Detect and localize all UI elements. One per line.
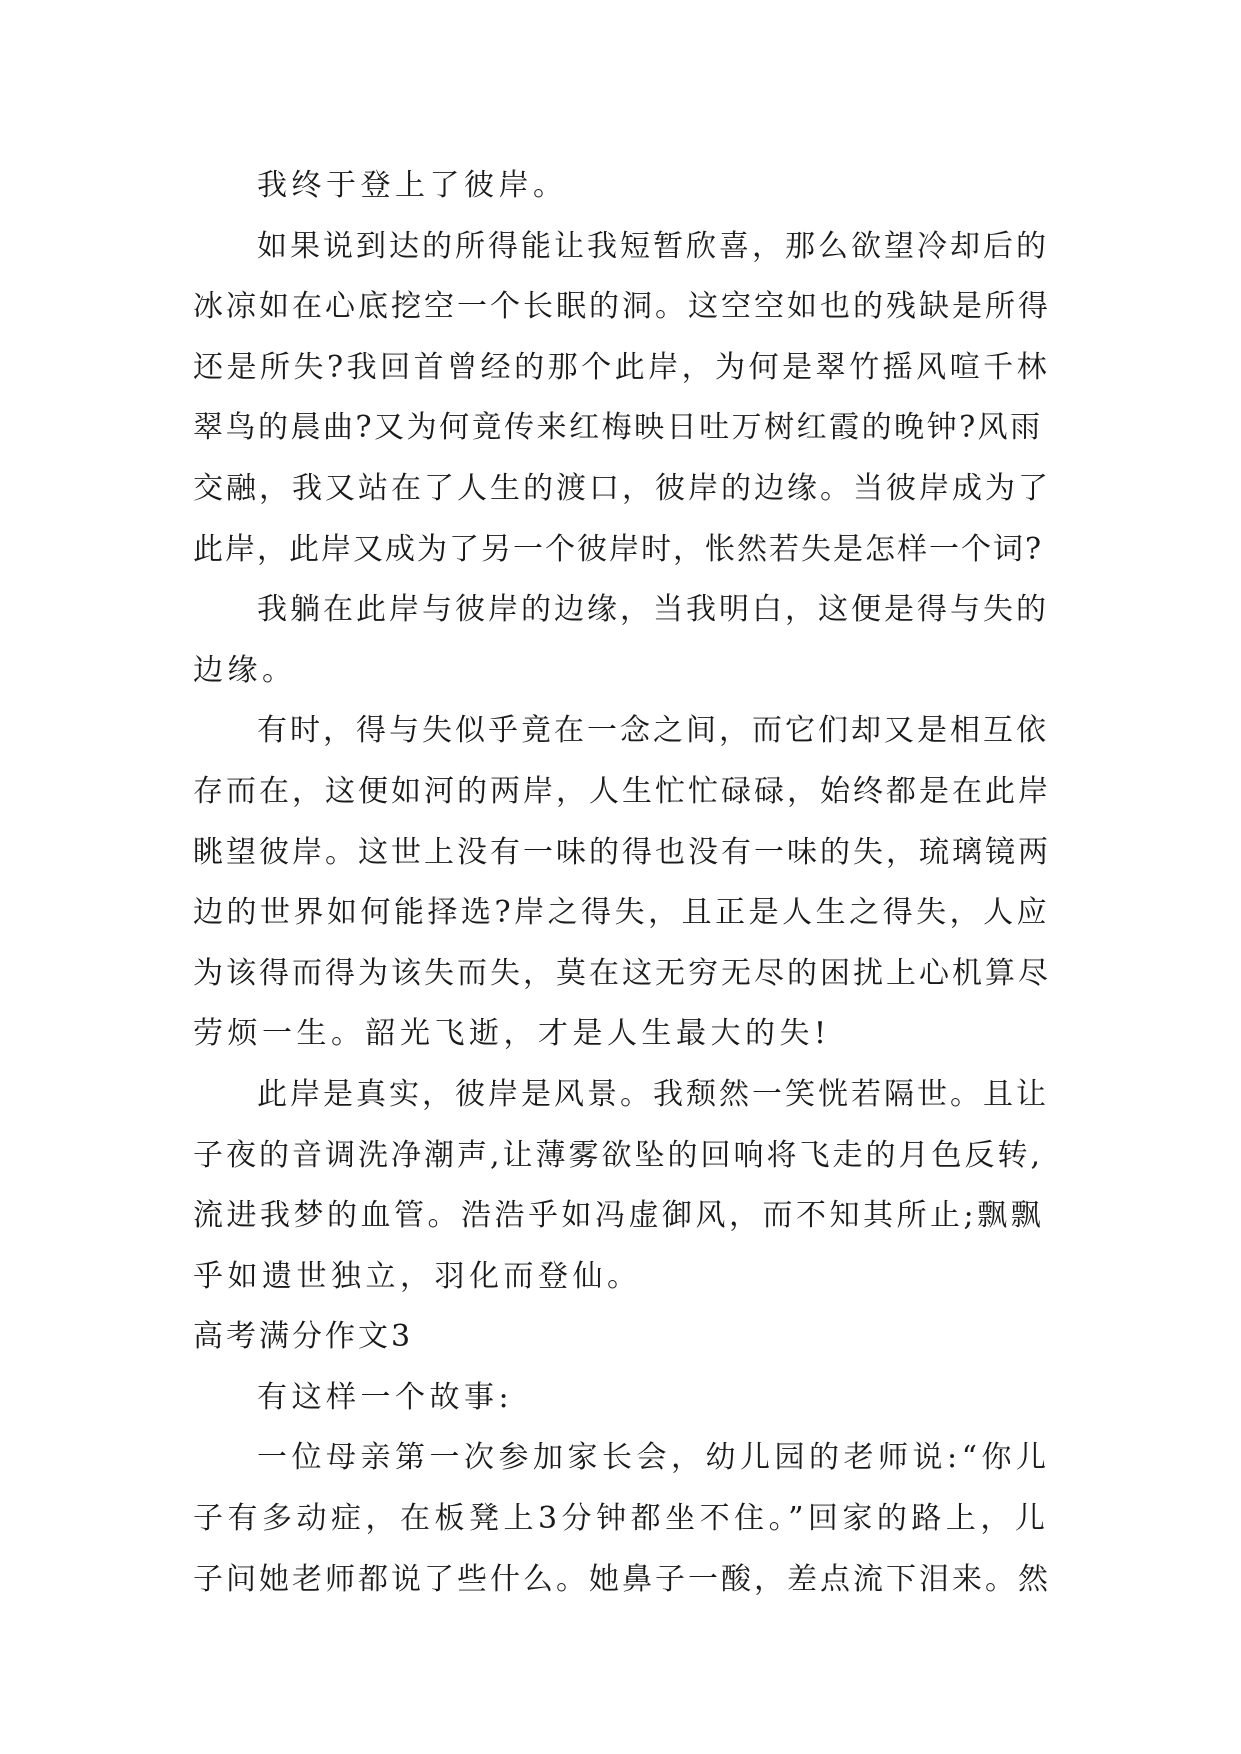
text-line: 子有多动症，在板凳上3分钟都坐不住。”回家的路上，儿 — [193, 1501, 1050, 1537]
text-line: 此岸是真实，彼岸是风景。我颓然一笑恍若隔世。且让 — [257, 1076, 1049, 1112]
text-line: 一位母亲第一次参加家长会，幼儿园的老师说:“你儿 — [257, 1440, 1051, 1476]
text-line: 还是所失?我回首曾经的那个此岸，为何是翠竹摇风喧千林 — [193, 349, 1051, 385]
text-line: 边的世界如何能择选?岸之得失，且正是人生之得失，人应 — [193, 895, 1051, 931]
text-line: 交融，我又站在了人生的渡口，彼岸的边缘。当彼岸成为了 — [193, 470, 1051, 506]
text-line: 翠鸟的晨曲?又为何竟传来红梅映日吐万树红霞的晚钟?风雨 — [193, 410, 1043, 446]
text-line: 此岸，此岸又成为了另一个彼岸时，怅然若失是怎样一个词? — [193, 531, 1044, 567]
text-line: 存而在，这便如河的两岸，人生忙忙碌碌，始终都是在此岸 — [193, 773, 1051, 809]
essay-body — [193, 156, 1055, 1610]
text-line: 劳烦一生。韶光飞逝，才是人生最大的失! — [193, 1016, 831, 1052]
text-line: 冰凉如在心底挖空一个长眠的洞。这空空如也的残缺是所得 — [193, 289, 1051, 325]
text-line: 有这样一个故事: — [257, 1379, 514, 1415]
text-line: 眺望彼岸。这世上没有一味的得也没有一味的失，琉璃镜两 — [193, 834, 1051, 870]
text-line: 流进我梦的血管。浩浩乎如冯虚御风，而不知其所止;飘飘 — [193, 1198, 1045, 1234]
text-line: 子夜的音调洗净潮声,让薄雾欲坠的回响将飞走的月色反转, — [193, 1137, 1044, 1173]
text-line: 如果说到达的所得能让我短暂欣喜，那么欲望冷却后的 — [257, 228, 1049, 264]
text-line: 我终于登上了彼岸。 — [257, 168, 568, 203]
text-line: 为该得而得为该失而失，莫在这无穷无尽的困扰上心机算尽 — [193, 955, 1051, 991]
text-line: 我躺在此岸与彼岸的边缘，当我明白，这便是得与失的 — [257, 592, 1049, 628]
text-line: 边缘。 — [193, 652, 297, 688]
text-line: 乎如遗世独立，羽化而登仙。 — [193, 1258, 642, 1294]
text-line: 有时，得与失似乎竟在一念之间，而它们却又是相互依 — [257, 713, 1049, 749]
section-heading: 高考满分作文3 — [193, 1319, 414, 1355]
text-line: 子问她老师都说了些什么。她鼻子一酸，差点流下泪来。然 — [193, 1561, 1051, 1597]
